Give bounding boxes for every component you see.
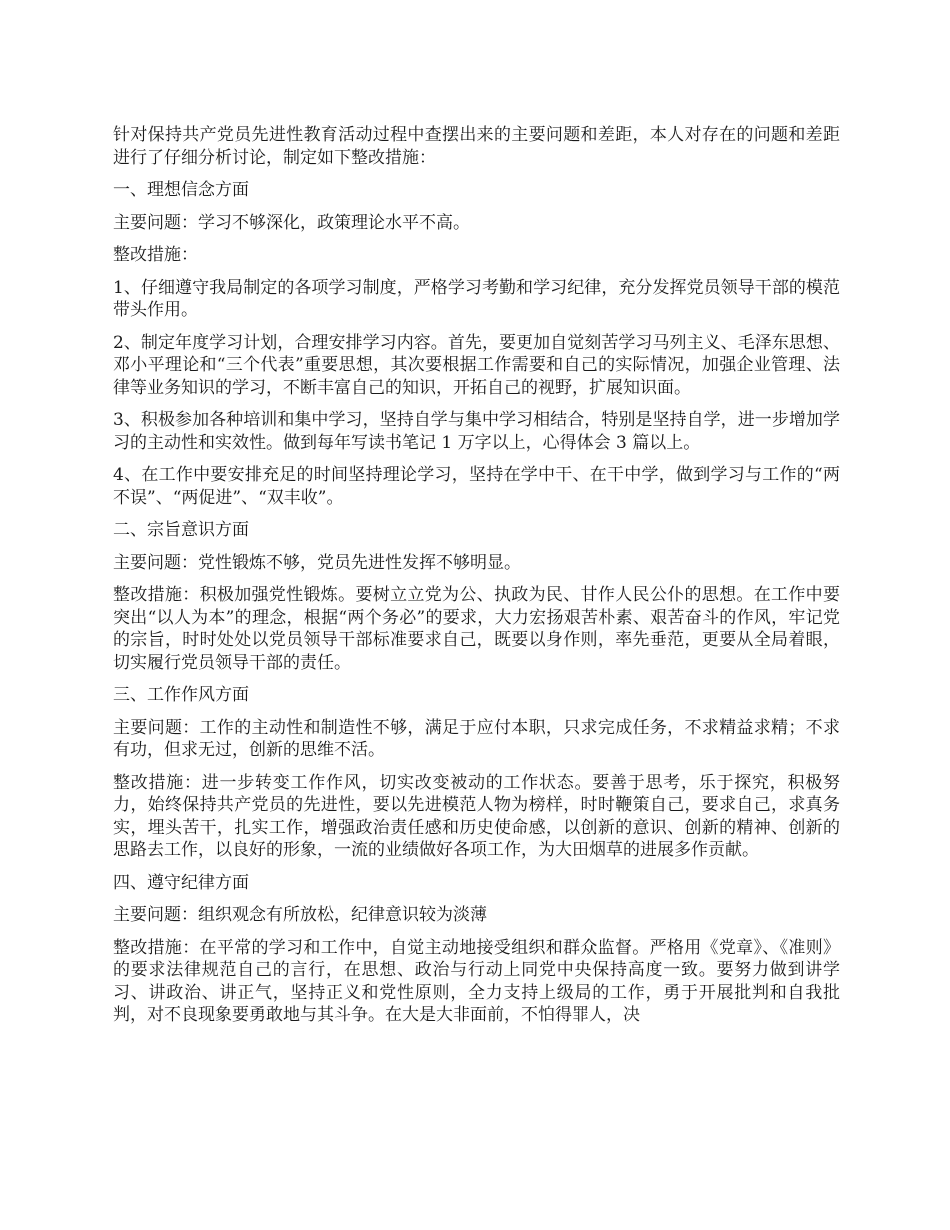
section-heading-purpose: 二、宗旨意识方面 xyxy=(113,520,249,540)
section-heading-work-style: 三、工作作风方面 xyxy=(113,685,249,705)
document-body xyxy=(113,124,840,1037)
problem-paragraph: 主要问题：工作的主动性和制造性不够，满足于应付本职，只求完成任务，不求精益求精；不求有功，但求无过，创新的思维不活。 xyxy=(113,717,840,760)
section-heading-ideals: 一、理想信念方面 xyxy=(113,180,249,200)
measure-item-2: 2、制定年度学习计划，合理安排学习内容。首先，要更加自觉刻苦学习马列主义、毛泽东思想、邓小平理论和“三个代表”重要思想，其次要根据工作需要和自己的实际情况，加强企业管理、法律等业务知识的学习，不断丰富自己的知识，开拓自己的视野，扩展知识面。 xyxy=(113,332,840,398)
problem-paragraph: 主要问题：组织观念有所放松，纪律意识较为淡薄 xyxy=(113,905,487,925)
measure-item-4: 4、在工作中要安排充足的时间坚持理论学习，坚持在学中干、在干中学，做到学习与工作的“两不误”、“两促进”、“双丰收”。 xyxy=(113,465,840,508)
measures-paragraph: 整改措施：进一步转变工作作风，切实改变被动的工作状态。要善于思考，乐于探究，积极努力，始终保持共产党员的先进性，要以先进模范人物为榜样，时时鞭策自己，要求自己，求真务实，埋头苦干，扎实工作，增强政治责任感和历史使命感，以创新的意识、创新的精神、创新的思路去工作，以良好的形象，一流的业绩做好各项工作，为大田烟草的进展多作贡献。 xyxy=(113,772,840,860)
intro-paragraph: 针对保持共产党员先进性教育活动过程中查摆出来的主要问题和差距，本人对存在的问题和差距进行了仔细分析讨论，制定如下整改措施： xyxy=(113,125,840,168)
measure-item-1: 1、仔细遵守我局制定的各项学习制度，严格学习考勤和学习纪律，充分发挥党员领导干部的模范带头作用。 xyxy=(113,277,840,320)
measures-paragraph: 整改措施：在平常的学习和工作中，自觉主动地接受组织和群众监督。严格用《党章》、《准则》的要求法律规范自己的言行，在思想、政治与行动上同党中央保持高度一致。要努力做到讲学习、讲政治、讲正气，坚持正义和党性原则，全力支持上级局的工作，勇于开展批判和自我批判，对不良现象要勇敢地与其斗争。在大是大非面前，不怕得罪人，决 xyxy=(113,937,840,1025)
measures-paragraph: 整改措施：积极加强党性锻炼。要树立立党为公、执政为民、甘作人民公仆的思想。在工作中要突出“以人为本”的理念，根据“两个务必”的要求，大力宏扬艰苦朴素、艰苦奋斗的作风，牢记党的宗旨，时时处处以党员领导干部标准要求自己，既要以身作则，率先垂范，更要从全局着眼，切实履行党员领导干部的责任。 xyxy=(113,585,840,673)
problem-paragraph: 主要问题：党性锻炼不够，党员先进性发挥不够明显。 xyxy=(113,552,521,573)
measure-item-3: 3、积极参加各种培训和集中学习，坚持自学与集中学习相结合，特别是坚持自学，进一步增加学习的主动性和实效性。做到每年写读书笔记 1 万字以上，心得体会 3 篇以上。 xyxy=(113,410,840,453)
section-heading-discipline: 四、遵守纪律方面 xyxy=(113,872,249,893)
measures-label: 整改措施： xyxy=(113,245,198,265)
problem-paragraph: 主要问题：学习不够深化，政策理论水平不高。 xyxy=(113,212,470,233)
